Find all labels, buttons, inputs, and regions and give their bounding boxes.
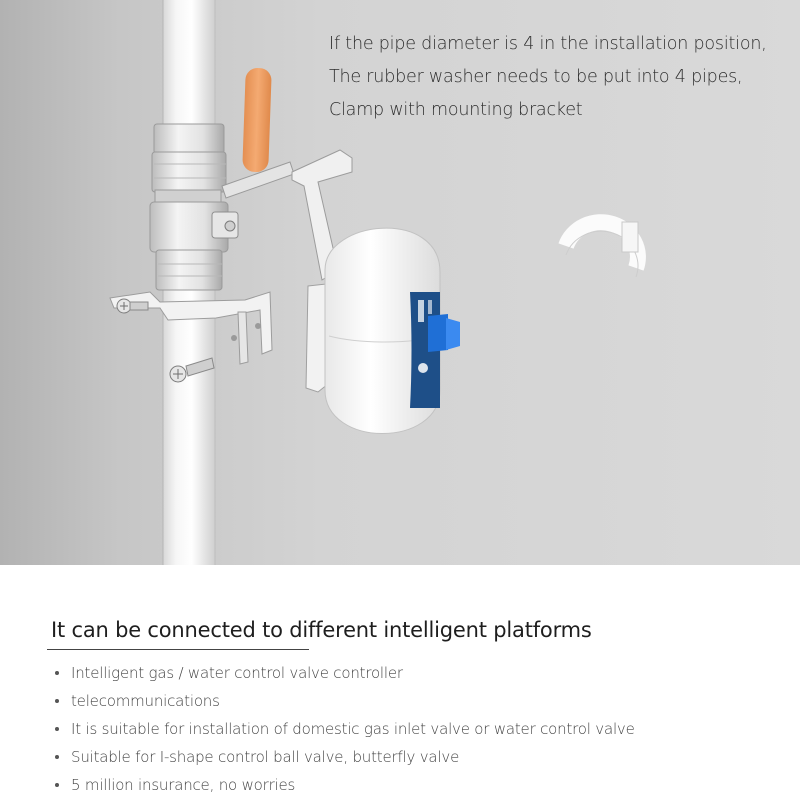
feature-text: It is suitable for installation of domestic gas inlet valve or water control valve: [71, 720, 635, 738]
valve-controller-icon: [325, 228, 460, 433]
bullet-icon: [55, 755, 59, 759]
bullet-icon: [55, 699, 59, 703]
feature-text: Suitable for I-shape control ball valve, butterfly valve: [71, 748, 460, 766]
feature-section: [0, 565, 800, 800]
valve-handle-icon: [222, 68, 294, 198]
instruction-line: The rubber washer needs to be put into 4 pipes,: [329, 67, 743, 87]
feature-list: [53, 659, 635, 799]
feature-item: [53, 743, 635, 771]
bullet-icon: [55, 783, 59, 787]
feature-item: [53, 659, 635, 687]
title-underline: [47, 649, 309, 650]
instruction-line: Clamp with mounting bracket: [329, 100, 583, 120]
bullet-icon: [55, 671, 59, 675]
section-title: It can be connected to different intelligent platforms: [51, 618, 592, 642]
feature-text: telecommunications: [71, 692, 220, 710]
bullet-icon: [55, 727, 59, 731]
feature-item: [53, 715, 635, 743]
instruction-line: If the pipe diameter is 4 in the installation position,: [329, 34, 767, 54]
feature-item: [53, 687, 635, 715]
feature-item: [53, 771, 635, 799]
feature-text: 5 million insurance, no worries: [71, 776, 296, 794]
feature-text: Intelligent gas / water control valve controller: [71, 664, 403, 682]
ball-valve-icon: [150, 124, 238, 290]
installation-instructions: [329, 28, 767, 127]
rubber-washer-icon: [566, 222, 638, 277]
